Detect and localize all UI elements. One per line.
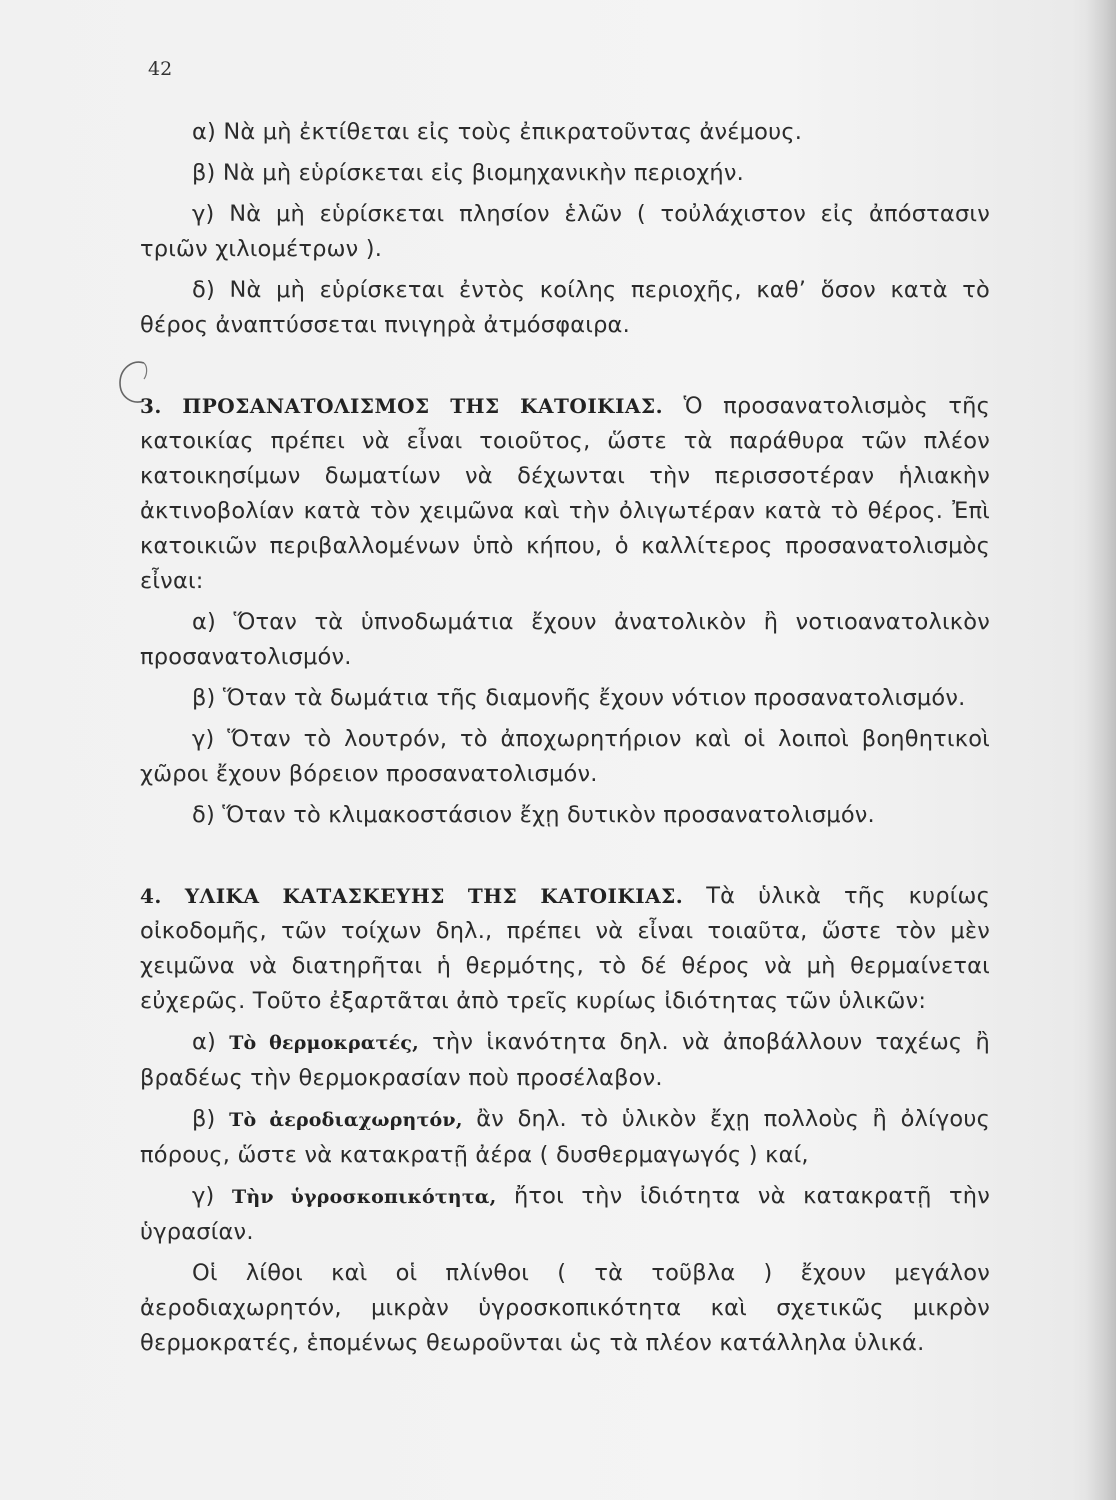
section4-item [140, 1102, 990, 1173]
section4-heading: 4. ΥΛΙΚΑ ΚΑΤΑΣΚΕΥΗΣ ΤΗΣ ΚΑΤΟΙΚΙΑΣ. [140, 884, 684, 908]
item-prefix: γ) [192, 1183, 215, 1209]
section3-item: β) Ὅταν τὰ δωμάτια τῆς διαμονῆς ἔχουν νότιον προσανατολισμόν. [192, 685, 966, 711]
section4-intro: Τὰ ὑλικὰ τῆς κυρίως οἰκοδομῆς, τῶν τοίχων δηλ., πρέπει νὰ εἶναι τοιαῦτα, ὥστε τὸν μὲν χειμῶνα νὰ διατηρῆται ἡ θερμότης, τὸ δέ θέρος νὰ μὴ θερμαίνεται εὐχερῶς. Τοῦτο ἐξαρτᾶται ἀπὸ τρεῖς κυρίως ἰδιότητας τῶν ὑλικῶν: [140, 883, 990, 1014]
section2-item: γ) Νὰ μὴ εὑρίσκεται πλησίον ἑλῶν ( τοὐλάχιστον εἰς ἀπόστασιν τριῶν χιλιομέτρων ). [140, 201, 990, 262]
body-text [140, 115, 990, 1361]
section3-paragraph [140, 389, 990, 599]
item-term: Τὴν ὑγροσκοπικότητα, [231, 1186, 497, 1208]
section3-item: γ) Ὅταν τὸ λουτρόν, τὸ ἀποχωρητήριον καὶ οἱ λοιποὶ βοηθητικοὶ χῶροι ἔχουν βόρειον προσανατολισμόν. [140, 726, 990, 787]
section2-item: β) Νὰ μὴ εὑρίσκεται εἰς βιομηχανικὴν περιοχήν. [192, 160, 744, 186]
page-spine-shadow [1086, 0, 1116, 1500]
section3-item: δ) Ὅταν τὸ κλιμακοστάσιον ἔχῃ δυτικὸν προσανατολισμόν. [192, 802, 875, 828]
section3-heading: 3. ΠΡΟΣΑΝΑΤΟΛΙΣΜΟΣ ΤΗΣ ΚΑΤΟΙΚΙΑΣ. [140, 394, 664, 418]
section4-item [140, 1025, 990, 1096]
section4-closing: Οἱ λίθοι καὶ οἱ πλίνθοι ( τὰ τοῦβλα ) ἔχουν μεγάλον ἀεροδιαχωρητόν, μικρὰν ὑγροσκοπικότητα καὶ σχετικῶς μικρὸν θερμοκρατές, ἑπομένως θεωροῦνται ὡς τὰ πλέον κατάλληλα ὑλικά. [140, 1260, 990, 1356]
section4-item [140, 1179, 990, 1250]
item-text: ἂν δηλ. τὸ ὑλικὸν ἔχῃ πολλοὺς ἢ ὀλίγους πόρους, ὥστε νὰ κατακρατῇ ἀέρα ( δυσθερμαγωγός ) καί, [140, 1106, 990, 1168]
item-prefix: α) [192, 1029, 217, 1055]
section2-item: δ) Νὰ μὴ εὑρίσκεται ἐντὸς κοίλης περιοχῆς, καθ’ ὅσον κατὰ τὸ θέρος ἀναπτύσσεται πνιγηρὰ ἀτμόσφαιρα. [140, 277, 990, 338]
section4-paragraph [140, 879, 990, 1019]
item-term: Τὸ θερμοκρατές, [229, 1032, 419, 1054]
page-number: 42 [148, 58, 173, 80]
item-text: τὴν ἱκανότητα δηλ. νὰ ἀποβάλλουν ταχέως ἢ βραδέως τὴν θερμοκρασίαν ποὺ προσέλαβον. [140, 1029, 990, 1091]
item-prefix: β) [192, 1106, 216, 1132]
section3-intro: Ὁ προσανατολισμὸς τῆς κατοικίας πρέπει νὰ εἶναι τοιοῦτος, ὥστε τὰ παράθυρα τῶν πλέον κατοικησίμων δωματίων νὰ δέχωνται τὴν περισσοτέραν ἡλιακὴν ἀκτινοβολίαν κατὰ τὸν χειμῶνα καὶ τὴν ὀλιγωτέραν κατὰ τὸ θέρος. Ἐπὶ κατοικιῶν περιβαλλομένων ὑπὸ κήπου, ὁ καλλίτερος προσανατολισμὸς εἶναι: [140, 393, 990, 594]
item-text: ἤτοι τὴν ἰδιότητα νὰ κατακρατῇ τὴν ὑγρασίαν. [140, 1183, 991, 1245]
section3-item: α) Ὅταν τὰ ὑπνοδωμάτια ἔχουν ἀνατολικὸν ἢ νοτιοανατολικὸν προσανατολισμόν. [140, 609, 990, 670]
section2-item: α) Νὰ μὴ ἐκτίθεται εἰς τοὺς ἐπικρατοῦντας ἀνέμους. [192, 119, 803, 145]
item-term: Τὸ ἀεροδιαχωρητόν, [229, 1109, 463, 1131]
